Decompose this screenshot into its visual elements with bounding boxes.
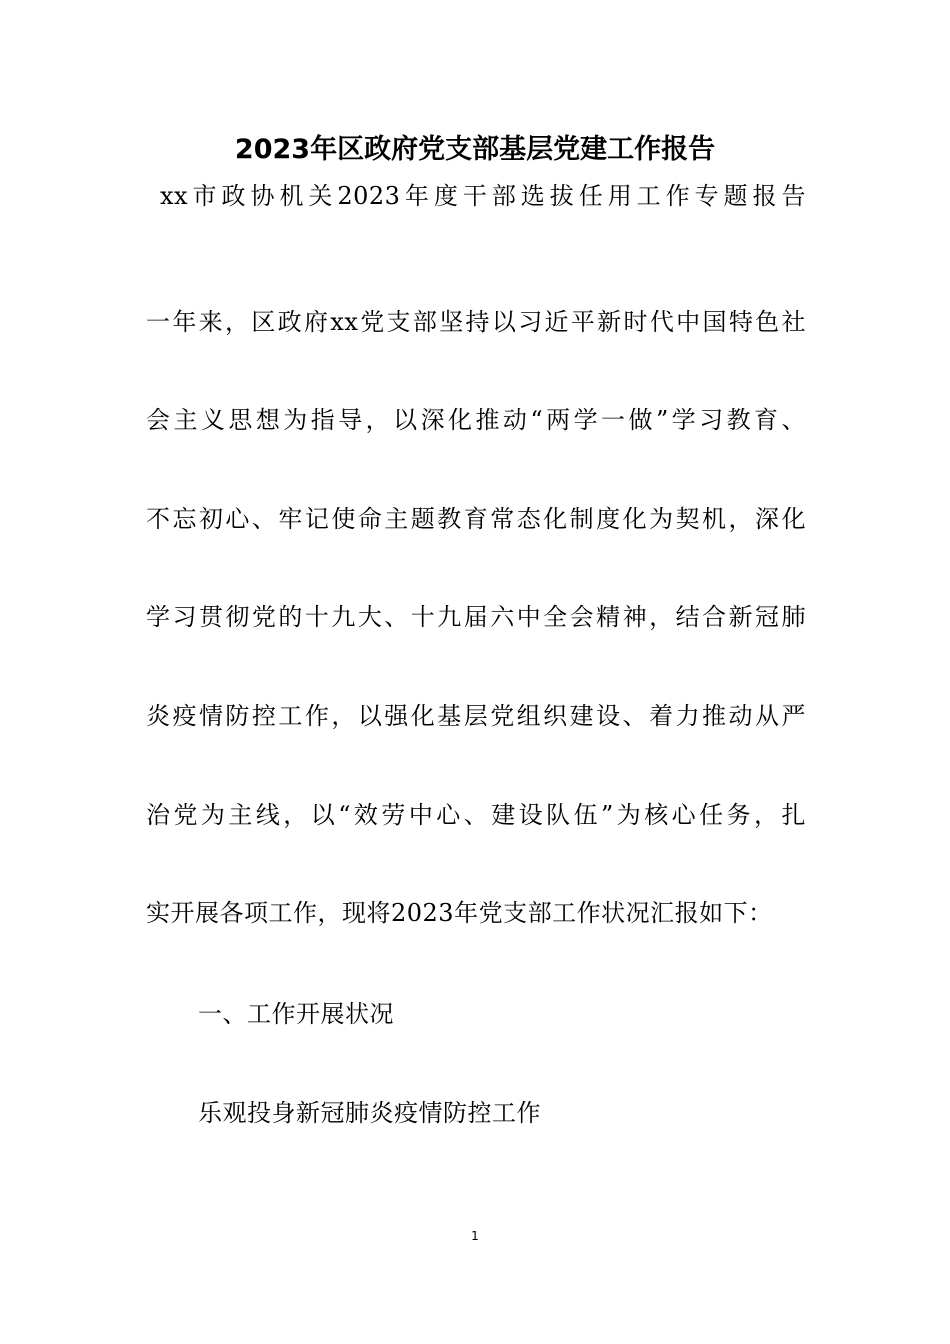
page-number: 1 (471, 1229, 479, 1243)
body-line: 学习贯彻党的十九大、十九届六中全会精神，结合新冠肺 (146, 603, 806, 631)
body-line: 治党为主线，以“效劳中心、建设队伍”为核心任务，扎 (146, 801, 806, 829)
document-subtitle: xx市政协机关2023年度干部选拔任用工作专题报告 (160, 182, 806, 210)
subsection-heading: 乐观投身新冠肺炎疫情防控工作 (198, 1099, 541, 1127)
body-line: 炎疫情防控工作，以强化基层党组织建设、着力推动从严 (146, 702, 806, 730)
document-title: 2023年区政府党支部基层党建工作报告 (234, 134, 716, 165)
section-heading: 一、工作开展状况 (198, 1000, 394, 1028)
body-line: 实开展各项工作，现将2023年党支部工作状况汇报如下： (146, 899, 773, 927)
body-line: 一年来，区政府xx党支部坚持以习近平新时代中国特色社 (146, 308, 806, 336)
body-line: 会主义思想为指导，以深化推动“两学一做”学习教育、 (146, 406, 806, 434)
body-line: 不忘初心、牢记使命主题教育常态化制度化为契机，深化 (146, 505, 806, 533)
